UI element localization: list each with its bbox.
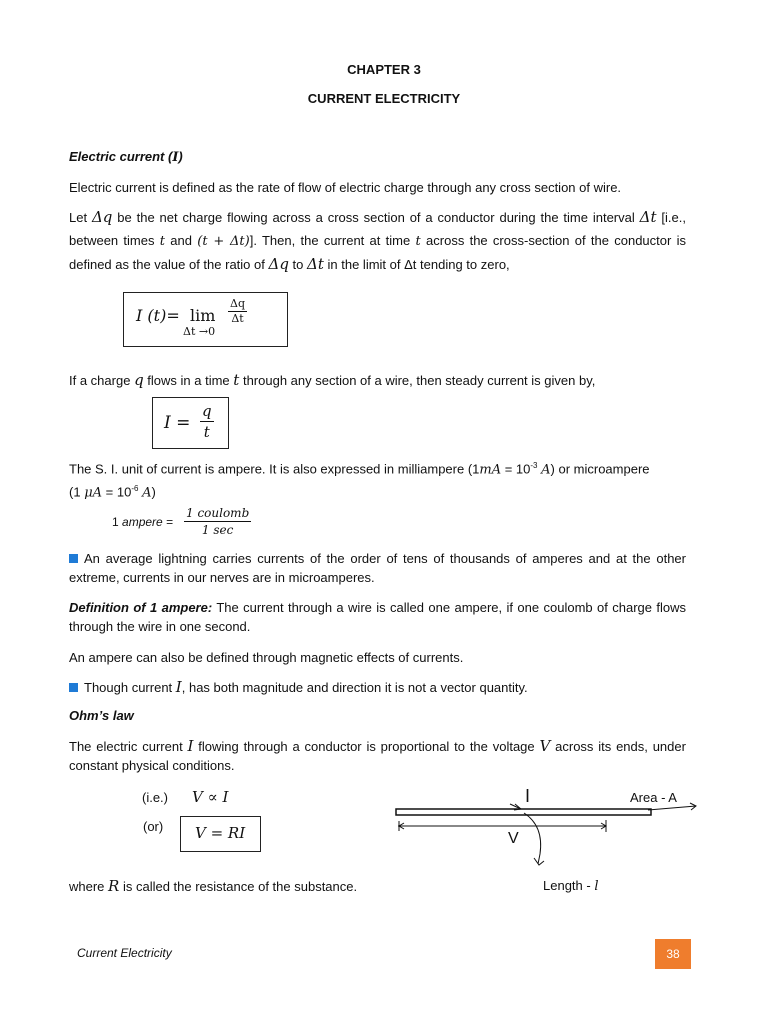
formula-fraction: $\frac{\Delta q}{\Delta t}$ [230,297,245,325]
formula-fraction: $\frac{q}{t}$ [202,402,212,441]
formula-lim-subscript: Δt →0 [183,325,216,338]
vector-quantity-note: Though current I, has both magnitude and direction it is not a vector quantity. [69,676,686,699]
lightning-note: An average lightning carries currents of the order of tens of thousands of amperes and at the other extreme, currents in our nerves are in microamperes. [69,551,686,585]
formula-lim: lim [190,306,216,325]
bullet-icon [69,554,78,563]
si-unit-paragraph: The S. I. unit of current is ampere. It is also expressed in milliampere ($1mA = 10^{-3}$ A) or microampere (1 $\mu A = 10^{-6}$ A) [69,461,650,501]
ampere-definition-lhs: 1 ampere = [112,515,174,529]
definition-1-ampere: Definition of 1 ampere: The current through a wire is called one ampere, if one coulomb of charge flows through the wire in one second. [69,600,686,634]
ohms-law-equation: V = RI [195,824,246,842]
area-label: Area - A [630,790,677,805]
current-label: I [525,786,531,806]
current-ratio-paragraph: Let Δq be the net charge flowing across a cross section of a conductor during the time interval Δt [i.e., between times t and (t + Δt)]. Then, the current at time t across the cross-section of the conductor is defined as the value of the ratio of Δq to Δt in the limit of Δt tending to zero, [69,208,686,273]
resistance-definition: where R is called the resistance of the substance. [69,877,358,895]
section-heading-ohms-law: Ohm’s law [69,708,134,723]
formula-lhs: I = [164,413,191,433]
steady-current-paragraph: If a charge q flows in a time t through any section of a wire, then steady current is given by, [69,371,596,389]
area-pointer [648,806,696,810]
magnetic-effects-paragraph: An ampere can also be defined through magnetic effects of currents. [69,650,464,665]
length-label: Length - l [543,878,599,894]
footer-title: Current Electricity [77,946,172,960]
steady-current-formula-box [152,397,229,449]
ohms-law-formula-box [180,816,261,852]
section-heading-electric-current: Electric current (I) [69,149,183,165]
voltage-label: V [508,830,519,847]
page-number-badge: 38 [655,939,691,969]
formula-lhs: I (t)= [136,306,180,325]
proportional-relation: V ∝ I [192,788,229,806]
ohms-law-statement: The electric current I flowing through a conductor is proportional to the voltage V across its ends, under constant physical conditions. [69,737,686,773]
current-limit-formula-box [123,292,288,347]
ampere-definition-fraction: 1 coulomb 1 sec [186,506,250,537]
chapter-number: CHAPTER 3 [347,62,421,77]
length-pointer [524,813,541,864]
conductor-wire [396,809,651,815]
definition-paragraph: Electric current is defined as the rate of flow of electric charge through any cross section of wire. [69,180,622,195]
or-label: (or) [143,819,164,834]
bullet-icon [69,683,78,692]
ie-label: (i.e.) [142,790,168,805]
chapter-title: CURRENT ELECTRICITY [307,91,461,106]
